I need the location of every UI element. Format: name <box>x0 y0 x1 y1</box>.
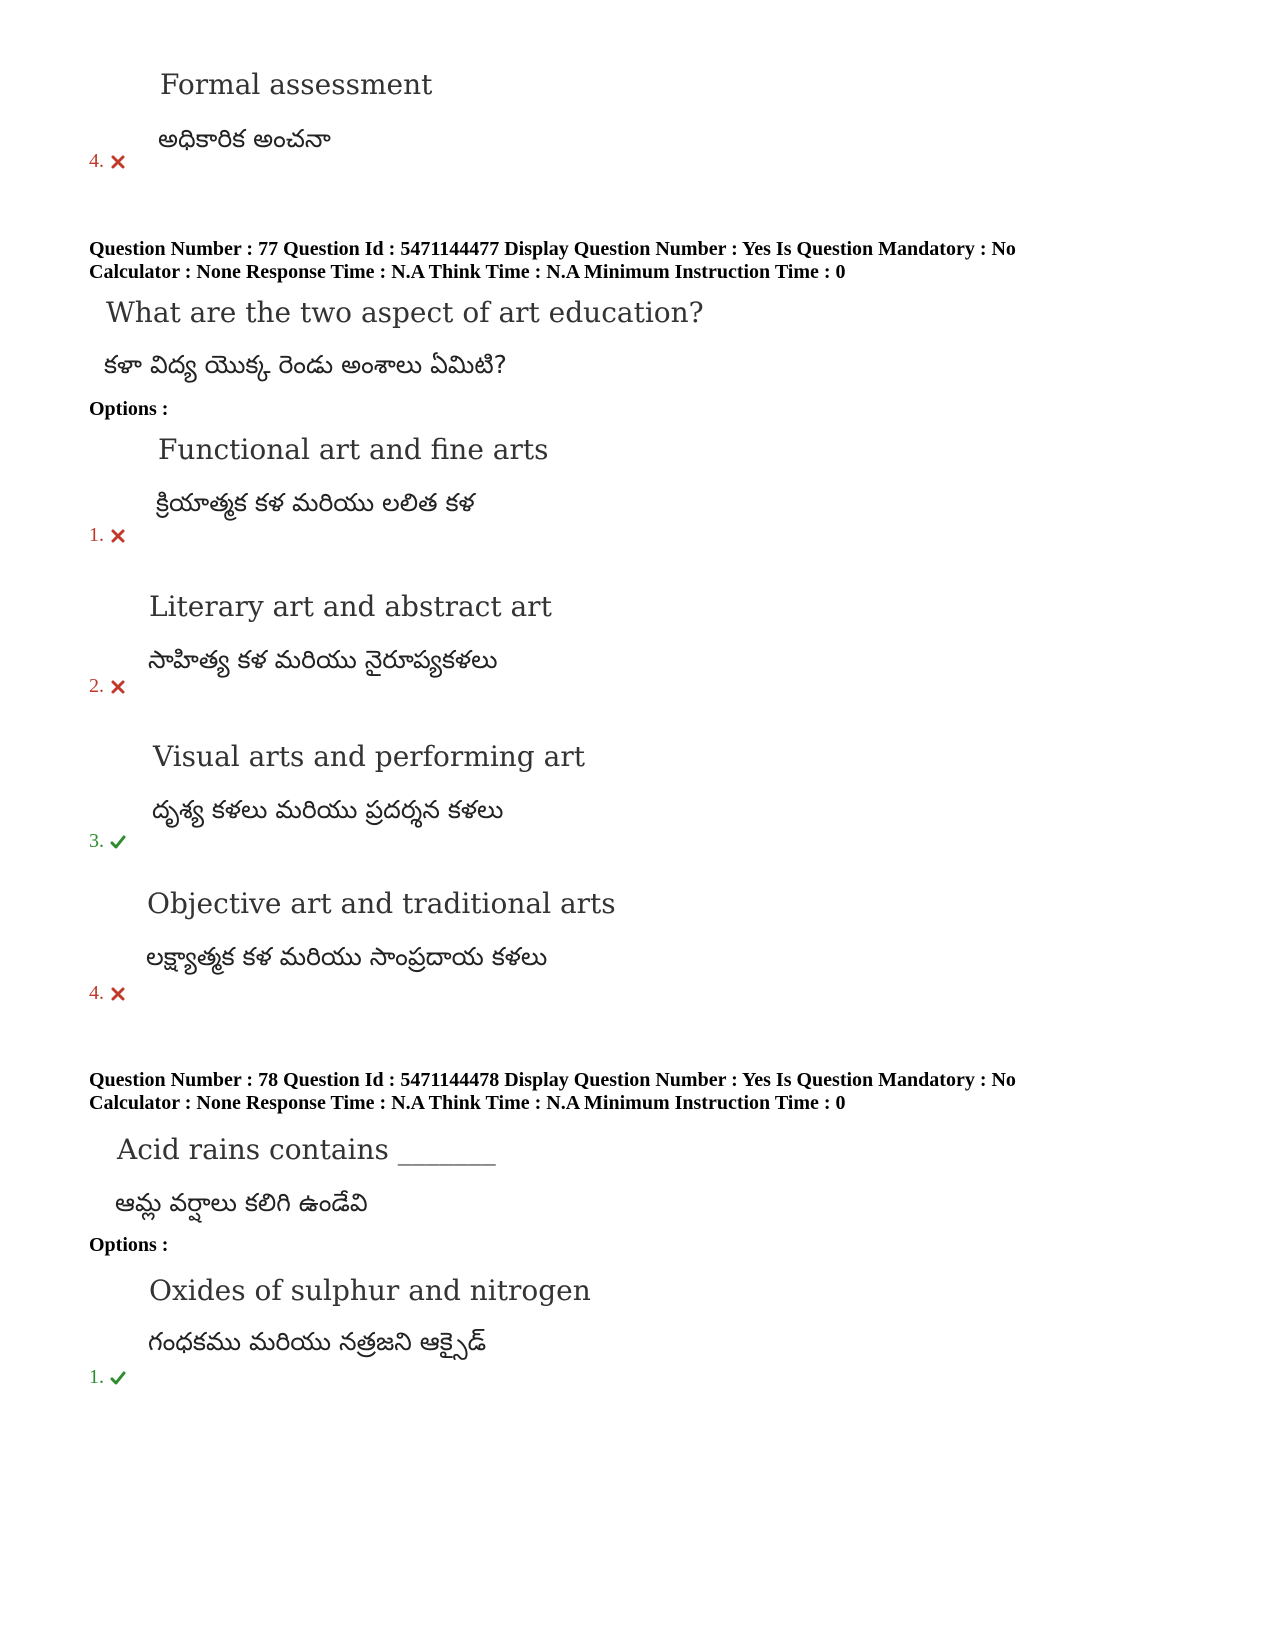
option-number-label: 3. <box>89 830 104 852</box>
q77-option-2-telugu: సాహిత్య కళ మరియు నైరూప్యకళలు <box>148 645 498 674</box>
q77-option-4-english: Objective art and traditional arts <box>147 887 616 920</box>
question-78-text-english: Acid rains contains _______ <box>117 1133 496 1166</box>
q77-option-4-telugu: లక్ష్యాత్మక కళ మరియు సాంప్రదాయ కళలు <box>146 942 548 971</box>
question-78-meta-line-1: Question Number : 78 Question Id : 5471144478 Display Question Number : Yes Is Question Mandatory : No <box>89 1069 1016 1091</box>
check-icon <box>110 834 126 850</box>
q78-option-1-english: Oxides of sulphur and nitrogen <box>149 1274 591 1307</box>
q77-option-3-number <box>89 830 126 853</box>
q77-option-3-telugu: దృశ్య కళలు మరియు ప్రదర్శన కళలు <box>152 795 504 824</box>
option-number-label: 4. <box>89 982 104 1004</box>
q77-option-2-english: Literary art and abstract art <box>149 590 552 623</box>
prev-option-4-number <box>89 150 126 173</box>
q78-option-1-number <box>89 1366 126 1389</box>
option-number-label: 1. <box>89 1366 104 1388</box>
question-77-options-label: Options : <box>89 398 169 420</box>
question-78-meta-line-2: Calculator : None Response Time : N.A Think Time : N.A Minimum Instruction Time : 0 <box>89 1092 846 1114</box>
q77-option-1-number <box>89 524 126 547</box>
check-icon <box>110 1370 126 1386</box>
question-77-meta-line-1: Question Number : 77 Question Id : 5471144477 Display Question Number : Yes Is Question Mandatory : No <box>89 238 1016 260</box>
q78-option-1-telugu: గంధకము మరియు నత్రజని ఆక్సైడ్ <box>148 1327 487 1356</box>
question-77-meta-line-2: Calculator : None Response Time : N.A Think Time : N.A Minimum Instruction Time : 0 <box>89 261 846 283</box>
q77-option-2-number <box>89 675 126 698</box>
cross-icon <box>110 679 126 695</box>
option-number-label: 1. <box>89 524 104 546</box>
option-number-label: 4. <box>89 150 104 172</box>
prev-option-4-telugu: అధికారిక అంచనా <box>158 124 331 153</box>
q77-option-4-number <box>89 982 126 1005</box>
q77-option-3-english: Visual arts and performing art <box>153 740 585 773</box>
cross-icon <box>110 528 126 544</box>
question-77-text-telugu: కళా విద్య యొక్క రెండు అంశాలు ఏమిటి? <box>104 350 507 379</box>
question-77-text-english: What are the two aspect of art education? <box>106 296 704 329</box>
prev-option-4-english: Formal assessment <box>160 68 433 101</box>
cross-icon <box>110 986 126 1002</box>
question-78-text-telugu: ఆమ్ల వర్షాలు కలిగి ఉండేవి <box>115 1188 368 1217</box>
question-78-options-label: Options : <box>89 1234 169 1256</box>
cross-icon <box>110 154 126 170</box>
q77-option-1-telugu: క్రియాత్మక కళ మరియు లలిత కళ <box>156 488 475 517</box>
q77-option-1-english: Functional art and fine arts <box>158 433 549 466</box>
option-number-label: 2. <box>89 675 104 697</box>
